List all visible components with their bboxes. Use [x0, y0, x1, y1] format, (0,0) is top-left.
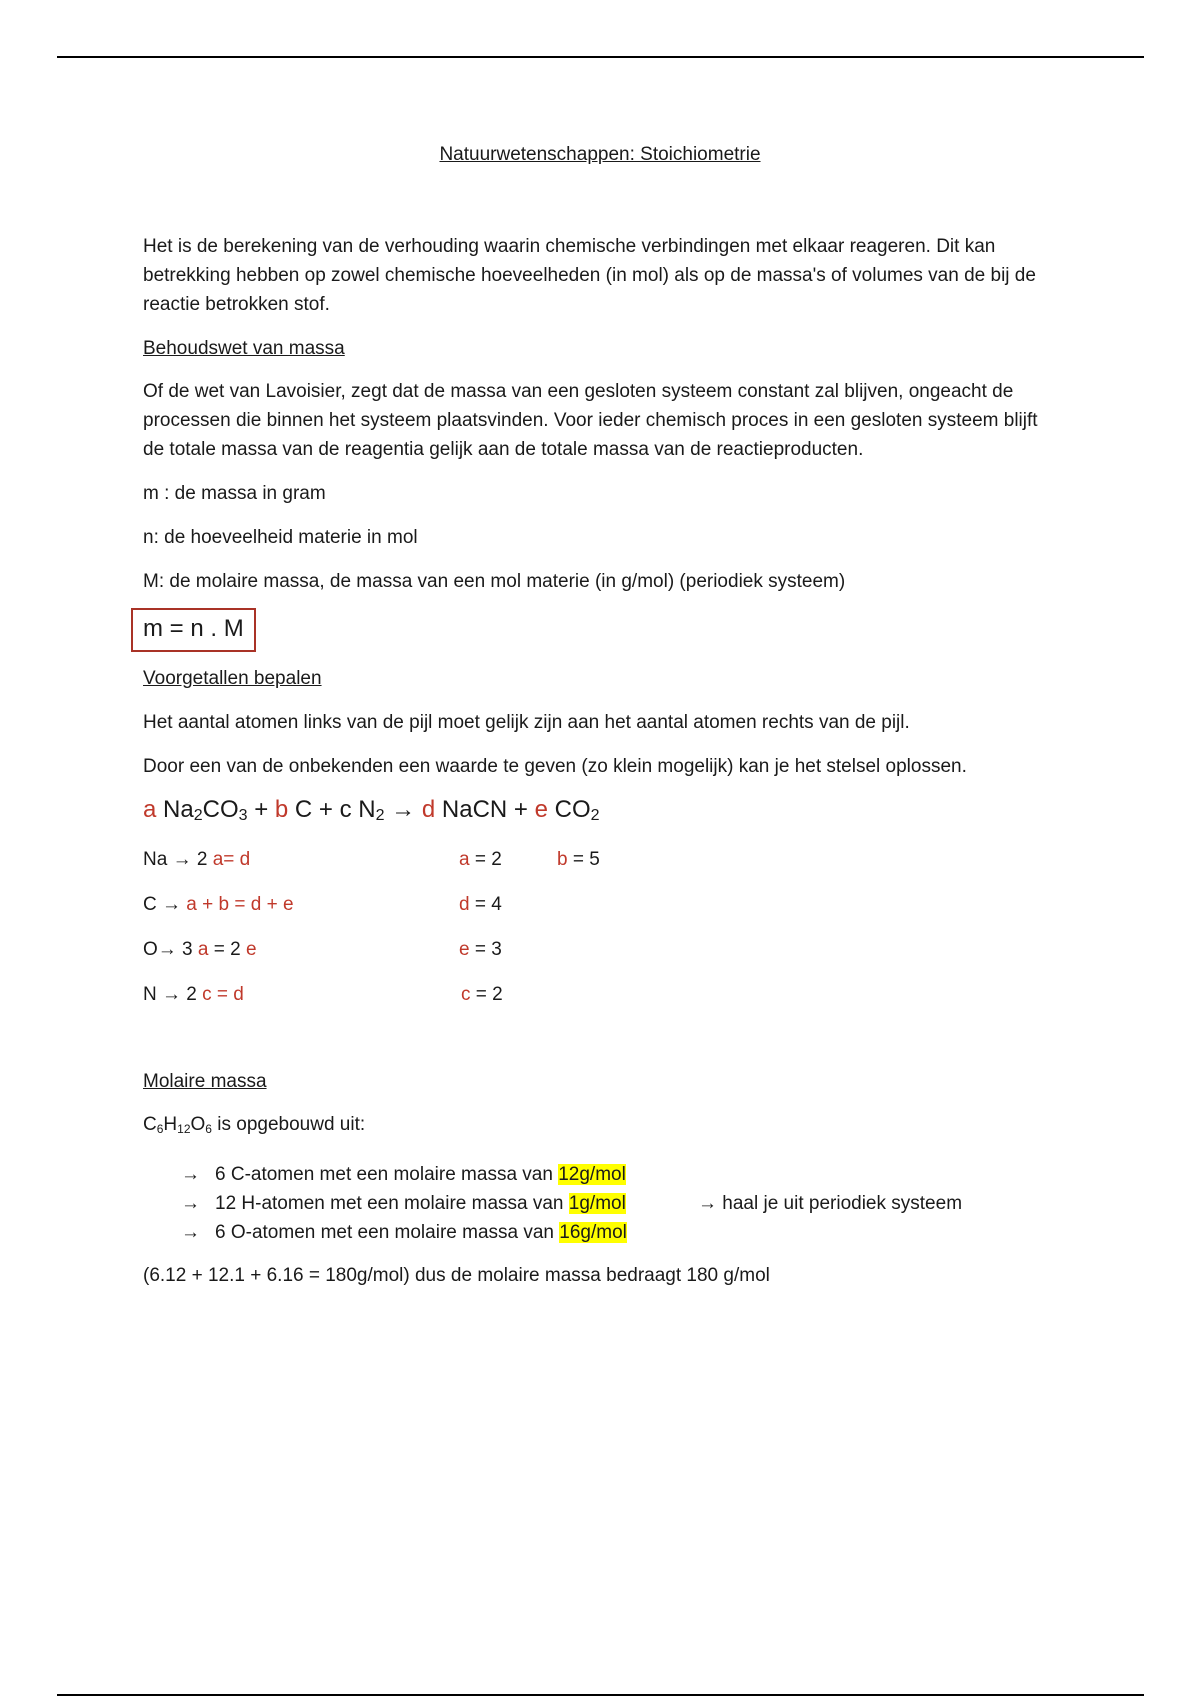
equation-na: [143, 845, 250, 874]
solution-b: [557, 845, 600, 874]
highlighted-value: 16g/mol: [559, 1222, 627, 1243]
value: = 4: [469, 894, 502, 915]
subscript: 3: [238, 807, 248, 824]
eq-op: = 2: [208, 939, 246, 960]
molar-mass-calculation: (6.12 + 12.1 + 6.16 = 180g/mol) dus de molaire massa bedraagt 180 g/mol: [143, 1265, 770, 1286]
element: C: [143, 1114, 157, 1135]
intro-paragraph: Het is de berekening van de verhouding waarin chemische verbindingen met elkaar reageren. Dit kan betrekking hebben op zowel chemische hoeveelheden (in mol) als op de massa's of volumes van de bij de reactie betrokken stof.: [143, 236, 1036, 315]
unknown-rule: Door een van de onbekenden een waarde te geven (zo klein mogelijk) kan je het stelsel oplossen.: [143, 756, 967, 777]
eq-text: C →: [143, 894, 187, 915]
eq-op: =: [223, 849, 240, 870]
arrow-right-icon: →: [181, 1222, 200, 1243]
var: d: [459, 894, 470, 915]
definition-molar-mass: M: de molaire massa, de massa van een mol materie (in g/mol) (periodiek systeem): [143, 571, 846, 592]
document-body: [143, 232, 1063, 1290]
eq-text: N → 2: [143, 984, 203, 1005]
equation-row-o: [143, 935, 1063, 964]
arrow-right-icon: →: [181, 1193, 200, 1214]
var: b: [557, 849, 568, 870]
highlighted-value: 12g/mol: [558, 1164, 626, 1185]
na2co3-part: Na: [156, 796, 194, 823]
na2co3-part: CO: [202, 796, 239, 823]
heading-molaire-massa: Molaire massa: [143, 1071, 267, 1092]
subscript: 6: [156, 1122, 164, 1136]
equation-o: [143, 935, 257, 964]
bullet-label: 12 H-atomen met een molaire massa van: [215, 1193, 569, 1214]
co2-part: CO: [547, 796, 591, 823]
var: e: [282, 894, 294, 915]
nacn-part: NaCN +: [435, 796, 535, 823]
coef-a: a: [143, 796, 157, 823]
subscript: 2: [375, 807, 385, 824]
equation-row-c: [143, 890, 1063, 919]
value: = 5: [567, 849, 600, 870]
solution-a: [459, 845, 502, 874]
equation-row-n: [143, 980, 1063, 1009]
var: a: [459, 849, 470, 870]
definition-m: m : de massa in gram: [143, 483, 326, 504]
bullet-label: 6 C-atomen met een molaire massa van: [215, 1164, 559, 1185]
var: e: [459, 939, 470, 960]
eq-text: O→ 3: [143, 939, 198, 960]
list-item: [181, 1218, 1063, 1247]
subscript: 6: [205, 1122, 212, 1136]
bullet-label: 6 O-atomen met een molaire massa van: [215, 1222, 560, 1243]
var: b: [218, 894, 230, 915]
subscript: 2: [590, 807, 600, 824]
bullet-text: [215, 1189, 626, 1218]
eq-op: +: [196, 894, 219, 915]
periodic-table-note: → haal je uit periodiek systeem: [698, 1193, 963, 1214]
top-rule: [57, 56, 1144, 58]
reaction-equation: [143, 793, 1063, 833]
reaction-arrow-icon: →: [384, 796, 422, 823]
element: H: [163, 1114, 178, 1135]
arrow-right-icon: →: [181, 1164, 200, 1185]
subscript: 12: [177, 1122, 191, 1136]
equation-n: [143, 980, 244, 1009]
equation-row-na: [143, 845, 1063, 874]
eq-op: =: [211, 984, 234, 1005]
eq-op: =: [229, 894, 251, 915]
element: O: [190, 1114, 206, 1135]
subscript: 2: [193, 807, 203, 824]
solution-c: [461, 980, 503, 1009]
solution-e: [459, 935, 502, 964]
plus-sign: +: [247, 796, 275, 823]
glucose-text: is opgebouwd uit:: [211, 1114, 366, 1135]
definition-n: n: de hoeveelheid materie in mol: [143, 527, 418, 548]
var: d: [239, 849, 251, 870]
lavoisier-paragraph: Of de wet van Lavoisier, zegt dat de massa van een gesloten systeem constant zal blijven, ongeacht de processen die binnen het systeem plaatsvinden. Voor ieder chemisch proces in een gesloten systeem blijft de totale massa van de reagentia gelijk aan de totale massa van de reactieproducten.: [143, 381, 1038, 460]
eq-op: +: [261, 894, 283, 915]
value: = 2: [470, 984, 503, 1005]
bullet-text: [215, 1160, 626, 1189]
var: c: [202, 984, 212, 1005]
atoms-rule: Het aantal atomen links van de pijl moet gelijk zijn aan het aantal atomen rechts van de pijl.: [143, 712, 910, 733]
formula-box: m = n . M: [131, 608, 256, 652]
value: = 2: [469, 849, 502, 870]
glucose-line: [143, 1110, 1063, 1144]
var: a: [197, 939, 209, 960]
value: = 3: [469, 939, 502, 960]
equation-c: [143, 890, 294, 919]
list-item: [181, 1160, 1063, 1189]
var: c: [461, 984, 471, 1005]
c-n2-part: C + c N: [288, 796, 376, 823]
coef-d: d: [421, 796, 436, 823]
coef-e: e: [534, 796, 548, 823]
var: d: [250, 894, 262, 915]
document-title: Natuurwetenschappen: Stoichiometrie: [439, 144, 761, 165]
var: d: [233, 984, 244, 1005]
heading-voorgetallen: Voorgetallen bepalen: [143, 668, 322, 689]
var: a: [186, 894, 197, 915]
atom-bullet-list: [181, 1160, 1063, 1247]
bottom-rule: [57, 1694, 1144, 1696]
highlighted-value: 1g/mol: [568, 1193, 626, 1214]
var: e: [245, 939, 257, 960]
bullet-text: [215, 1218, 627, 1247]
var: a: [212, 849, 224, 870]
coef-b: b: [274, 796, 289, 823]
heading-behoudswet: Behoudswet van massa: [143, 338, 345, 359]
solution-d: [459, 890, 502, 919]
eq-text: Na → 2: [143, 849, 213, 870]
